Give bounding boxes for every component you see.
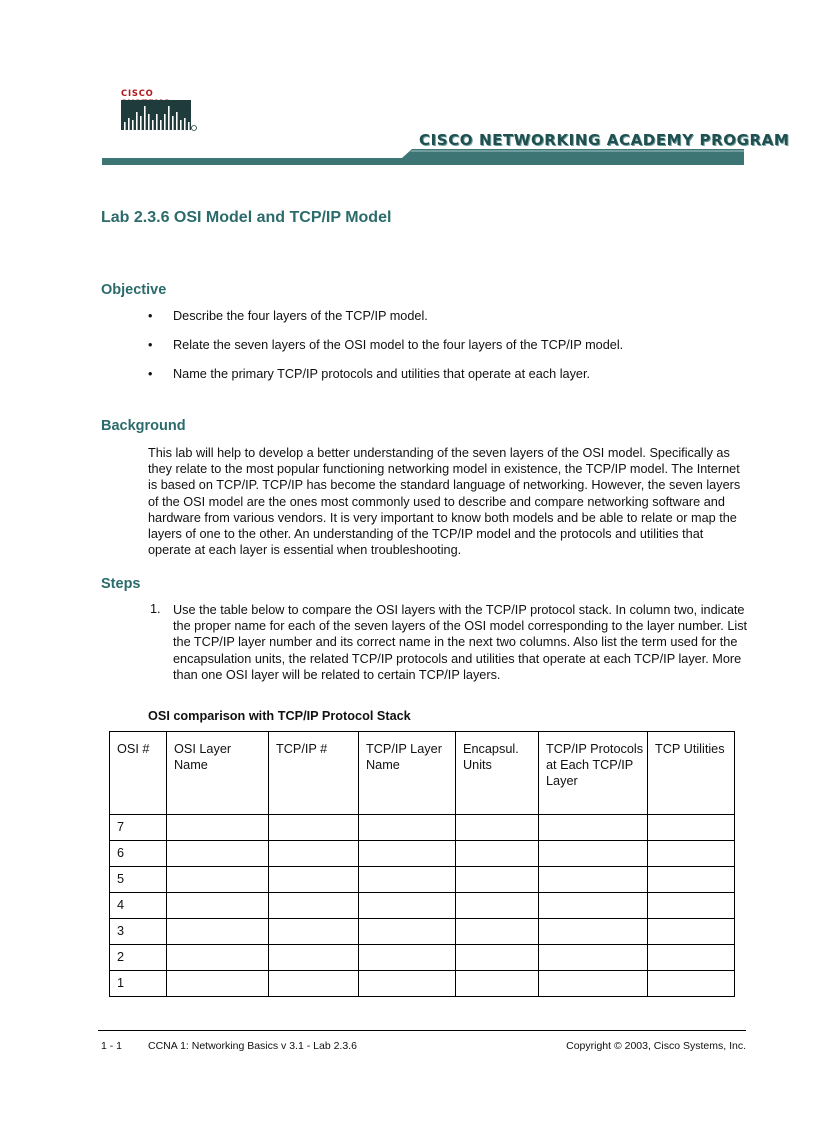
table-cell[interactable] — [269, 867, 359, 893]
header-bar — [102, 149, 744, 165]
table-cell[interactable] — [269, 945, 359, 971]
table-cell[interactable] — [359, 919, 456, 945]
table-cell[interactable] — [359, 815, 456, 841]
table-row — [110, 919, 735, 945]
table-cell[interactable] — [269, 815, 359, 841]
step-number: 1. — [150, 602, 161, 616]
table-row — [110, 945, 735, 971]
table-cell[interactable] — [456, 971, 539, 997]
footer-copyright: Copyright © 2003, Cisco Systems, Inc. — [566, 1040, 746, 1052]
table-header-row — [110, 732, 735, 815]
osi-number-cell: 4 — [110, 893, 167, 919]
page-title: Lab 2.3.6 OSI Model and TCP/IP Model — [101, 209, 392, 226]
column-header: TCP/IP Layer Name — [359, 732, 456, 815]
table-cell[interactable] — [269, 971, 359, 997]
table-cell[interactable] — [648, 893, 735, 919]
table-caption: OSI comparison with TCP/IP Protocol Stack — [148, 709, 411, 723]
table-cell[interactable] — [539, 815, 648, 841]
table-cell[interactable] — [269, 841, 359, 867]
table-cell[interactable] — [269, 919, 359, 945]
table-cell[interactable] — [648, 919, 735, 945]
column-header: Encapsul. Units — [456, 732, 539, 815]
table-cell[interactable] — [167, 945, 269, 971]
table-cell[interactable] — [167, 971, 269, 997]
osi-number-cell: 3 — [110, 919, 167, 945]
objective-heading: Objective — [101, 282, 167, 298]
table-row — [110, 815, 735, 841]
step-text: Use the table below to compare the OSI layers with the TCP/IP protocol stack. In column two, indicate the proper name for each of the seven layers of the OSI model corresponding to the layer number. List the TCP/IP layer number and its correct name in the next two columns. Also list the term used for the encapsulation units, the related TCP/IP protocols and utilities that operate at each TCP/IP layer. More than one OSI layer will be related to certain TCP/IP layers. — [173, 603, 748, 682]
osi-number-cell: 7 — [110, 815, 167, 841]
table-cell[interactable] — [167, 815, 269, 841]
cisco-bridge-icon — [121, 100, 197, 132]
osi-number-cell: 2 — [110, 945, 167, 971]
column-header: OSI Layer Name — [167, 732, 269, 815]
table-cell[interactable] — [167, 867, 269, 893]
table-row — [110, 893, 735, 919]
background-heading: Background — [101, 418, 186, 434]
table-cell[interactable] — [359, 971, 456, 997]
footer-page-number: 1 - 1 — [101, 1040, 123, 1052]
column-header: TCP Utilities — [648, 732, 735, 815]
table-row — [110, 867, 735, 893]
table-cell[interactable] — [456, 919, 539, 945]
table-cell[interactable] — [456, 867, 539, 893]
list-item: • Describe the four layers of the TCP/IP model. — [148, 308, 748, 324]
table-cell[interactable] — [359, 841, 456, 867]
table-cell[interactable] — [648, 815, 735, 841]
table-cell[interactable] — [456, 945, 539, 971]
table-cell[interactable] — [648, 971, 735, 997]
table-cell[interactable] — [359, 893, 456, 919]
table-cell[interactable] — [167, 841, 269, 867]
table-cell[interactable] — [167, 893, 269, 919]
table-cell[interactable] — [648, 867, 735, 893]
list-item: • Relate the seven layers of the OSI model to the four layers of the TCP/IP model. — [148, 337, 748, 353]
osi-number-cell: 1 — [110, 971, 167, 997]
table-cell[interactable] — [648, 945, 735, 971]
background-paragraph: This lab will help to develop a better understanding of the seven layers of the OSI model. Specifically as they relate to the most popular functioning networking model in existence, the TCP/IP model. The Internet is based on TCP/IP. TCP/IP has become the standard language of networking. However, the seven layers of the OSI model are the ones most commonly used to describe and compare networking software and hardware from various vendors. It is very important to know both models and be able to relate or map the layers of one to the other. An understanding of the TCP/IP model and the protocols and utilities that operate at each layer is essential when troubleshooting. — [148, 446, 741, 558]
table-cell[interactable] — [539, 971, 648, 997]
table-row — [110, 971, 735, 997]
footer-rule — [98, 1030, 746, 1031]
osi-comparison-table — [109, 731, 735, 997]
table-cell[interactable] — [359, 867, 456, 893]
table-cell[interactable] — [456, 841, 539, 867]
table-cell[interactable] — [539, 841, 648, 867]
list-item: • Name the primary TCP/IP protocols and utilities that operate at each layer. — [148, 366, 748, 382]
table-cell[interactable] — [269, 893, 359, 919]
table-cell[interactable] — [648, 841, 735, 867]
table-cell[interactable] — [539, 867, 648, 893]
column-header: TCP/IP Protocols at Each TCP/IP Layer — [539, 732, 648, 815]
table-cell[interactable] — [539, 919, 648, 945]
osi-number-cell: 6 — [110, 841, 167, 867]
table-cell[interactable] — [539, 945, 648, 971]
table-cell[interactable] — [167, 919, 269, 945]
table-cell[interactable] — [456, 893, 539, 919]
osi-number-cell: 5 — [110, 867, 167, 893]
column-header: TCP/IP # — [269, 732, 359, 815]
objective-list — [148, 308, 748, 395]
cisco-logo — [121, 88, 201, 134]
table-cell[interactable] — [539, 893, 648, 919]
table-row — [110, 841, 735, 867]
logo-wordmark: CISCO — [121, 88, 154, 98]
table-cell[interactable] — [456, 815, 539, 841]
column-header: OSI # — [110, 732, 167, 815]
steps-heading: Steps — [101, 576, 141, 592]
footer-course: CCNA 1: Networking Basics v 3.1 - Lab 2.3.6 — [148, 1040, 357, 1052]
table-cell[interactable] — [359, 945, 456, 971]
academy-banner: CISCO NETWORKING ACADEMY PROGRAM — [419, 131, 790, 149]
